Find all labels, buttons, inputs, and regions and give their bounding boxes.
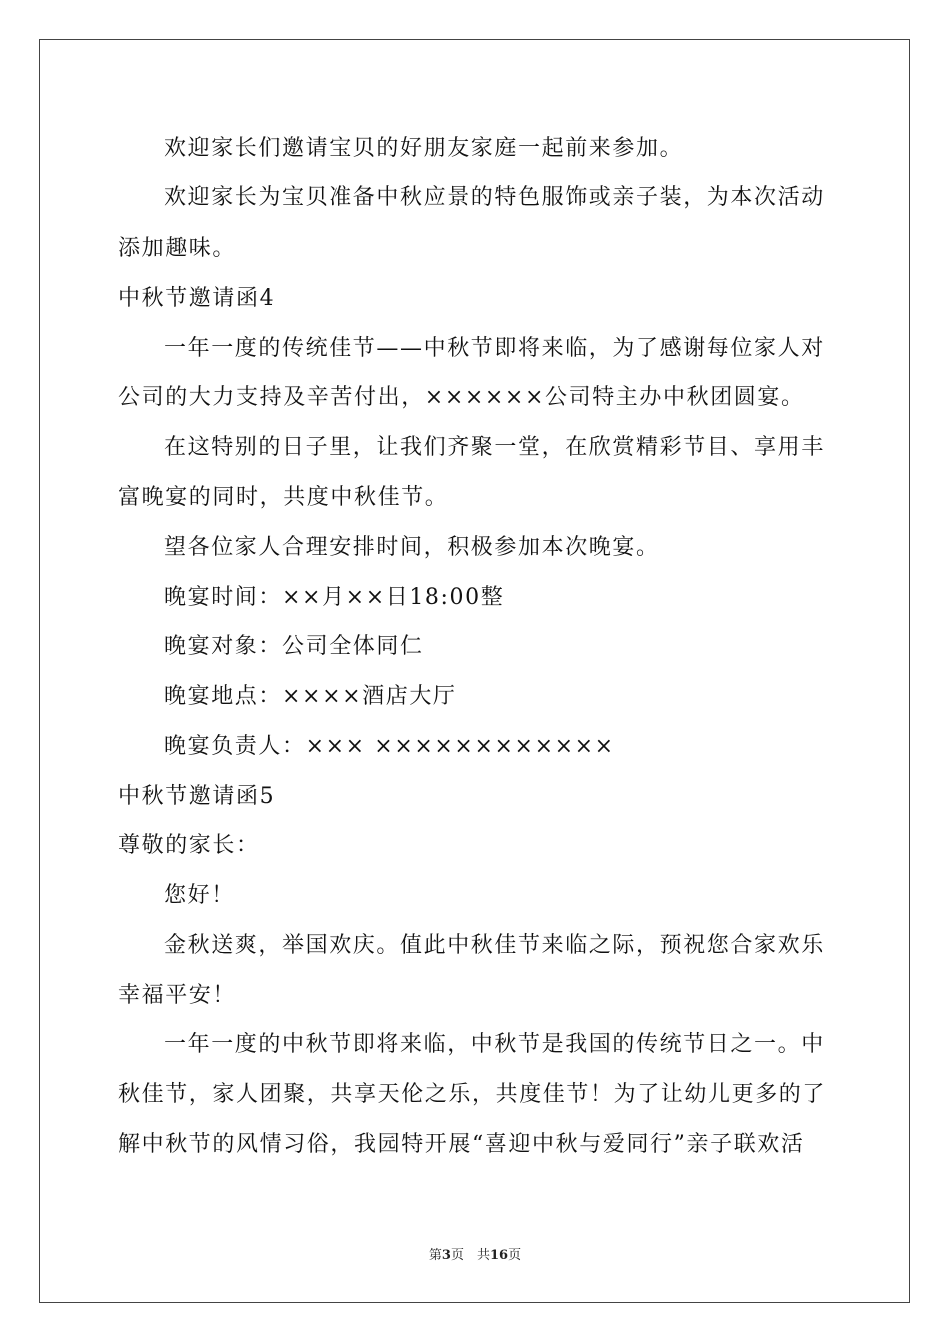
paragraph-line: 富晚宴的同时，共度中秋佳节。: [118, 485, 449, 510]
paragraph-line: 幸福平安！: [118, 983, 237, 1008]
paragraph-line: 金秋送爽，举国欢庆。值此中秋佳节来临之际，预祝您合家欢乐: [164, 933, 825, 958]
footer-mid: 页 共: [450, 1248, 490, 1263]
info-line: 晚宴时间：××月××日18:00整: [164, 585, 505, 610]
salutation: 尊敬的家长：: [118, 833, 260, 858]
greeting: 您好！: [164, 883, 235, 908]
footer-suffix: 页: [508, 1248, 522, 1263]
paragraph-line: 一年一度的传统佳节——中秋节即将来临，为了感谢每位家人对: [164, 336, 825, 361]
info-line: 晚宴负责人：××× ××××××××××××: [164, 734, 615, 759]
paragraph-line: 望各位家人合理安排时间，积极参加本次晚宴。: [164, 535, 660, 560]
current-page-number: 3: [441, 1248, 451, 1263]
total-page-number: 16: [489, 1248, 509, 1263]
section-heading: 中秋节邀请函4: [118, 286, 276, 311]
paragraph-line: 解中秋节的风情习俗，我园特开展“喜迎中秋与爱同行”亲子联欢活: [118, 1132, 805, 1157]
page-footer: [0, 1247, 950, 1265]
paragraph-line: 秋佳节，家人团聚，共享天伦之乐，共度佳节！为了让幼儿更多的了: [118, 1082, 827, 1107]
paragraph-line: 在这特别的日子里，让我们齐聚一堂，在欣赏精彩节目、享用丰: [164, 435, 825, 460]
section-heading: 中秋节邀请函5: [118, 784, 276, 809]
paragraph-line: 欢迎家长们邀请宝贝的好朋友家庭一起前来参加。: [164, 136, 684, 161]
paragraph-line: 公司的大力支持及辛苦付出，××××××公司特主办中秋团圆宴。: [118, 385, 805, 410]
paragraph-line: 添加趣味。: [118, 236, 237, 261]
info-line: 晚宴对象：公司全体同仁: [164, 634, 424, 659]
paragraph-line: 欢迎家长为宝贝准备中秋应景的特色服饰或亲子装，为本次活动: [164, 185, 825, 210]
info-line: 晚宴地点：××××酒店大厅: [164, 684, 457, 709]
paragraph-line: 一年一度的中秋节即将来临，中秋节是我国的传统节日之一。中: [164, 1032, 825, 1057]
footer-prefix: 第: [428, 1248, 442, 1263]
page-frame: [39, 39, 910, 1303]
